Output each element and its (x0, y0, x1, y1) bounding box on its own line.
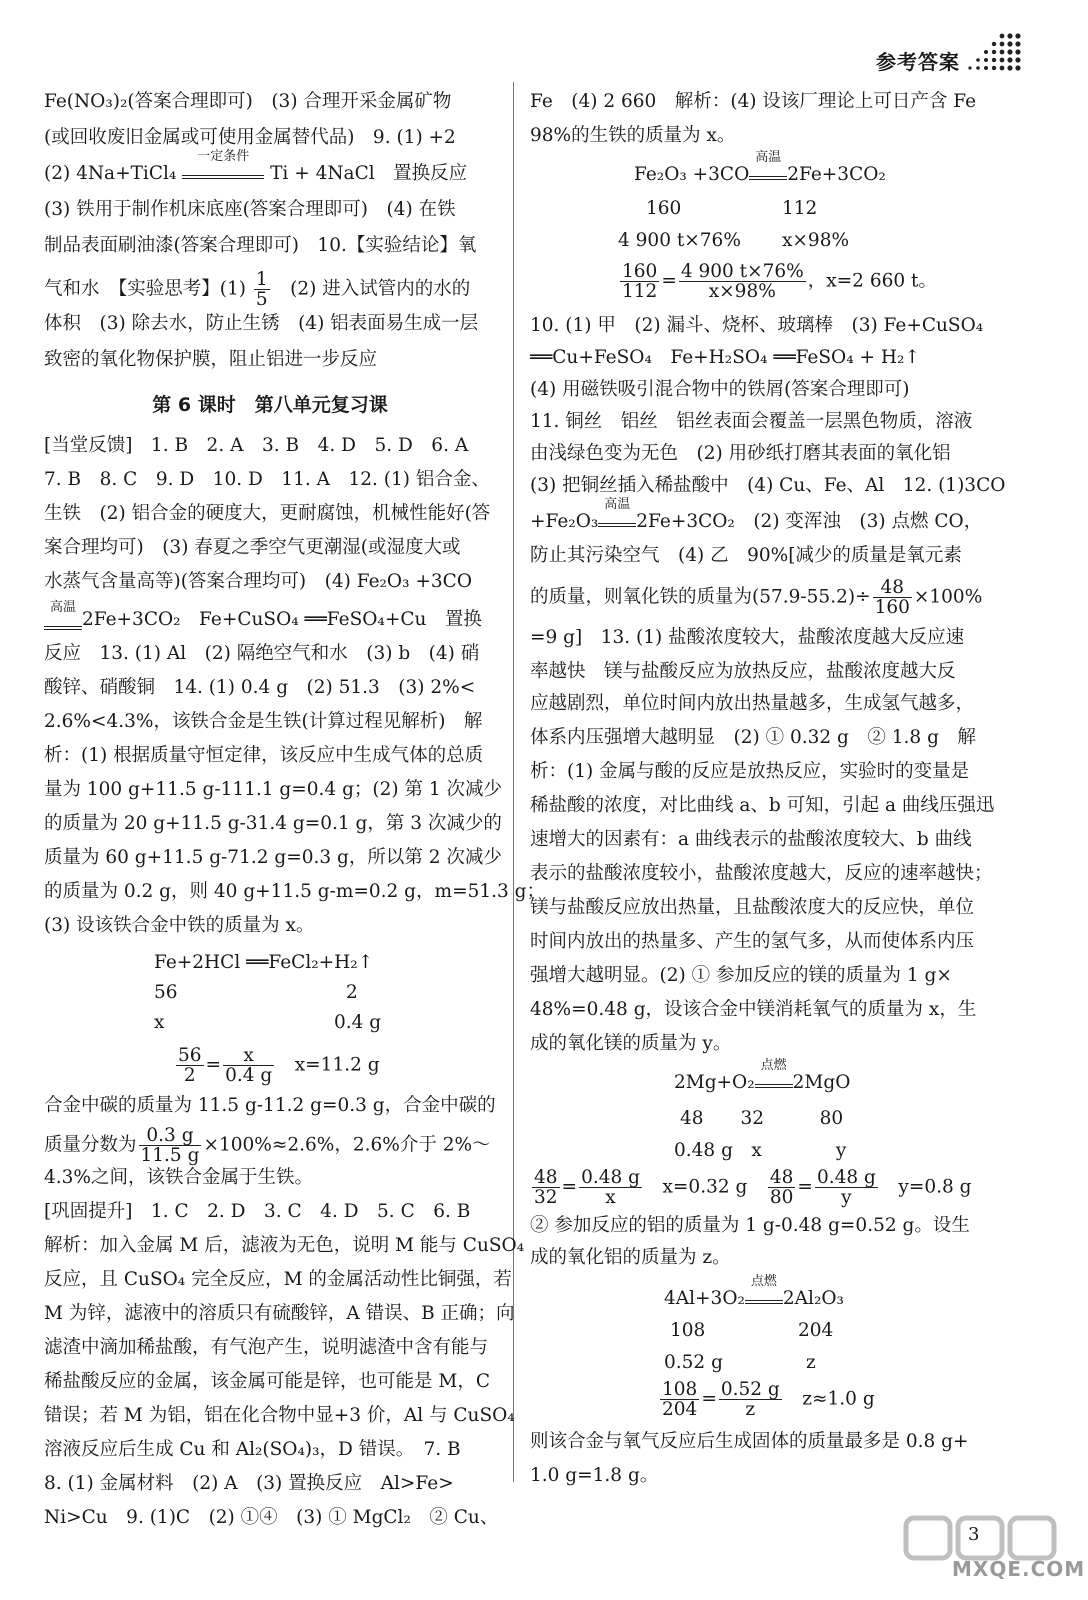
text-line (44, 600, 482, 630)
denominator: 112 (622, 281, 658, 302)
variable: x (154, 1012, 165, 1033)
text-line: 稀盐酸反应的金属，该金属可能是锌，也可能是 M，C (44, 1371, 490, 1392)
ratio-equation: $\frac{56}{2}$ = $\frac{x}{0.4 g}$ x=11.2 g (178, 1045, 380, 1086)
text-line (44, 270, 470, 309)
text-line: 案合理均可) (3) 春夏之季空气更潮湿(或湿度大或 (44, 537, 461, 558)
molar-mass: 2 (346, 982, 358, 1003)
fraction (532, 1168, 560, 1207)
numerator: 0.52 g (720, 1379, 780, 1400)
fraction (873, 578, 912, 617)
denominator: 0.4 g (225, 1065, 273, 1086)
fraction (768, 1168, 796, 1207)
equation-part: 2Fe+3CO₂ (787, 164, 886, 185)
text-part: ×100%≈2.6%，2.6%介于 2%～ (203, 1134, 491, 1156)
reaction-arrow (44, 600, 82, 630)
text-line: 的质量为 0.2 g，则 40 g+11.5 g-m=0.2 g，m=51.3 g； (44, 881, 545, 902)
numerator: 0.48 g (581, 1167, 640, 1188)
reaction-condition: 点燃 (750, 1274, 777, 1289)
text-line: 酸锌、硝酸铜 14. (1) 0.4 g (2) 51.3 (3) 2%< (44, 677, 476, 698)
numerator: 0.48 g (816, 1167, 876, 1188)
text-part: (2) 进入试管内的水的 (271, 278, 471, 300)
reaction-condition: 高温 (604, 497, 631, 512)
equation-part: 2Fe+3CO₂ (2) 变浑浊 (3) 点燃 CO， (636, 511, 983, 532)
text-line: 应越剧烈，单位时间内放出热量越多，生成氢气越多， (530, 693, 975, 714)
chemical-equation (674, 1058, 851, 1093)
text-line: 解析：加入金属 M 后，滤液为无色，说明 M 能与 CuSO₄ (44, 1235, 525, 1256)
fraction (620, 262, 659, 301)
denominator: 204 (662, 1399, 698, 1420)
fraction (176, 1046, 204, 1085)
equation-part: 4Al+3O₂ (664, 1288, 745, 1309)
text-line: 成的氧化铝的质量为 z。 (530, 1247, 731, 1268)
numerator: 1 (255, 269, 268, 290)
column-divider (513, 82, 514, 1482)
chemical-equation: Fe+2HCl ══FeCl₂+H₂↑ (154, 952, 374, 973)
text-line: ══Cu+FeSO₄ Fe+H₂SO₄ ══FeSO₄ + H₂↑ (530, 347, 920, 368)
text-line: 98%的生铁的质量为 x。 (530, 125, 736, 146)
molar-mass-row: 48 32 80 (680, 1108, 844, 1129)
text-line: 体系内压强增大越明显 (2) ① 0.32 g ② 1.8 g 解 (530, 727, 976, 748)
text-line (530, 497, 983, 532)
text-line: 8. (1) 金属材料 (2) A (3) 置换反应 Al>Fe> (44, 1473, 454, 1494)
text-line: 时间内放出的热量多、产生的氢气多，从而使体系内压 (530, 931, 975, 952)
text-line: Fe (4) 2 660 解析：(4) 设该厂理论上可日产含 Fe (530, 91, 977, 112)
text-line (44, 149, 468, 184)
numerator: 56 (178, 1045, 202, 1066)
reaction-condition: 一定条件 (197, 149, 250, 164)
chemical-equation (634, 150, 886, 185)
numerator: 48 (769, 1167, 794, 1188)
ratio-equation: $\frac{48}{32}$ = $\frac{0.48 g}{x}$ x=0.32 g $\frac{48}{80}$ = $\frac{0.48 g}{y}$ y=0.8 g (534, 1167, 972, 1208)
reaction-arrow (598, 497, 636, 527)
quantity: x×98% (782, 230, 850, 251)
equation-part: 2Fe+3CO₂ Fe+CuSO₄ ══FeSO₄+Cu 置换 (82, 609, 482, 630)
denominator: 160 (874, 597, 910, 618)
molar-mass: 204 (798, 1320, 834, 1341)
fraction (223, 1046, 274, 1085)
text-line: 溶液反应后生成 Cu 和 Al₂(SO₄)₃，D 错误。 7. B (44, 1439, 461, 1460)
numerator: 160 (622, 261, 658, 282)
text-line: 反应 13. (1) Al (2) 隔绝空气和水 (3) b (4) 硝 (44, 643, 480, 664)
reaction-arrow (749, 150, 787, 180)
dot-grid-icon (966, 30, 1022, 80)
quantity: 0.52 g (664, 1352, 723, 1373)
text-line: Fe(NO₃)₂(答案合理即可) (3) 合理开采金属矿物 (44, 91, 452, 112)
text-line: (3) 铁用于制作机床底座(答案合理即可) (4) 在铁 (44, 199, 456, 220)
equation-part: 2Al₂O₃ (782, 1288, 844, 1309)
text-line: Ni>Cu 9. (1)C (2) ①④ (3) ① MgCl₂ ② Cu、 (44, 1507, 499, 1528)
text-line: 水蒸气含量高等)(答案合理均可) (4) Fe₂O₃ +3CO (44, 571, 472, 592)
text-line: 滤渣中滴加稀盐酸，有气泡产生，说明滤渣中含有能与 (44, 1337, 489, 1358)
text-line: =9 g] 13. (1) 盐酸浓度较大，盐酸浓度越大反应速 (530, 627, 965, 648)
molar-mass: 108 (670, 1320, 706, 1341)
chemical-equation (664, 1274, 844, 1309)
numerator: 4 900 t×76% (680, 261, 804, 282)
page-number: 3 (968, 1524, 980, 1545)
equation-part: 2MgO (792, 1072, 851, 1093)
denominator: x (605, 1187, 616, 1208)
denominator: 11.5 g (140, 1145, 200, 1166)
text-line: 2.6%<4.3%，该铁合金是生铁(计算过程见解析) 解 (44, 711, 483, 732)
text-part: 的质量，则氧化铁的质量为(57.9-55.2)÷ (530, 586, 871, 608)
text-line: 则该合金与氧气反应后生成固体的质量最多是 0.8 g+ (530, 1431, 969, 1452)
text-line: 表示的盐酸浓度较小，盐酸浓度越大，反应的速率越快； (530, 863, 993, 884)
text-line (44, 1126, 491, 1165)
denominator: 5 (255, 289, 268, 310)
ratio-equation: $\frac{108}{204}$ = $\frac{0.52 g}{z}$ z≈1.0 g (662, 1379, 875, 1420)
text-line: 质量为 60 g+11.5 g-71.2 g=0.3 g，所以第 2 次减少 (44, 847, 502, 868)
molar-mass: 112 (782, 198, 818, 219)
numerator: 48 (534, 1167, 558, 1188)
result: x=0.32 g (662, 1176, 748, 1198)
text-line: 4.3%之间，该铁合金属于生铁。 (44, 1167, 314, 1188)
equation-part: Fe₂O₃ +3CO (634, 164, 750, 185)
fraction (815, 1168, 878, 1207)
text-line: 稀盐酸的浓度，对比曲线 a、b 可知，引起 a 曲线压强迅 (530, 795, 995, 816)
text-line: 错误；若 M 为铝，铝在化合物中显+3 价，Al 与 CuSO₄ (44, 1405, 515, 1426)
watermark-text: MXQE.COM (952, 1557, 1086, 1581)
molar-mass: 160 (646, 198, 682, 219)
denominator: y (841, 1187, 852, 1208)
text-line: 体积 (3) 除去水，防止生锈 (4) 铝表面易生成一层 (44, 313, 479, 334)
denominator: z (745, 1399, 756, 1420)
text-line: 1.0 g=1.8 g。 (530, 1465, 659, 1486)
text-line: 镁与盐酸反应放出热量，且盐酸浓度大的反应快，单位 (530, 897, 975, 918)
reaction-condition: 高温 (755, 150, 782, 165)
text-line: [巩固提升] 1. C 2. D 3. C 4. D 5. C 6. B (44, 1201, 471, 1222)
result: ，x=2 660 t。 (807, 270, 937, 292)
fraction (139, 1126, 202, 1165)
fraction (719, 1380, 782, 1419)
text-line: (3) 设该铁合金中铁的质量为 x。 (44, 915, 315, 936)
text-line: 量为 100 g+11.5 g-111.1 g=0.4 g；(2) 第 1 次减少 (44, 779, 503, 800)
text-line: [当堂反馈] 1. B 2. A 3. B 4. D 5. D 6. A (44, 435, 469, 456)
text-line: M 为锌，滤液中的溶质只有硫酸锌，A 错误、B 正确；向 (44, 1303, 515, 1324)
text-line (530, 578, 982, 617)
numerator: 48 (873, 578, 912, 598)
equation-part: +Fe₂O₃ (530, 511, 599, 532)
denominator: 32 (534, 1187, 558, 1208)
denominator: 80 (769, 1187, 794, 1208)
denominator: x×98% (708, 281, 776, 302)
text-part: ×100% (913, 586, 983, 608)
fraction (679, 262, 806, 301)
text-line: 防止其污染空气 (4) 乙 90%[减少的质量是氧元素 (530, 545, 962, 566)
reaction-arrow (755, 1058, 793, 1088)
result: y=0.8 g (898, 1176, 972, 1198)
text-line: 7. B 8. C 9. D 10. D 11. A 12. (1) 铝合金、 (44, 469, 490, 490)
text-line: 率越快 镁与盐酸反应为放热反应，盐酸浓度越大反 (530, 661, 956, 682)
text-line: 11. 铜丝 铝丝 铝丝表面会覆盖一层黑色物质，溶液 (530, 411, 973, 432)
fraction (660, 1380, 699, 1419)
quantity: 4 900 t×76% (618, 230, 741, 251)
section-title: 第 6 课时 第八单元复习课 (152, 394, 388, 416)
text-line: 致密的氧化物保护膜，阻止铝进一步反应 (44, 349, 378, 370)
text-line: 由浅绿色变为无色 (2) 用砂纸打磨其表面的氧化铝 (530, 443, 951, 464)
text-part: 气和水 【实验思考】(1) (44, 278, 252, 300)
fraction (579, 1168, 642, 1207)
text-line: 生铁 (2) 铝合金的硬度大，更耐腐蚀，机械性能好(答 (44, 503, 491, 524)
text-part: 质量分数为 (44, 1134, 137, 1156)
quantity: 0.4 g (334, 1012, 382, 1033)
equation-part: 2Mg+O₂ (674, 1072, 755, 1093)
numerator: 0.3 g (139, 1126, 202, 1146)
text-line: 合金中碳的质量为 11.5 g-11.2 g=0.3 g，合金中碳的 (44, 1095, 496, 1116)
text-line: 的质量为 20 g+11.5 g-31.4 g=0.1 g，第 3 次减少的 (44, 813, 502, 834)
header-title: 参考答案 (876, 50, 960, 74)
ratio-equation: $\frac{160}{112}$ = $\frac{4 900 t\times 76\%}{x\times 98\%}$ ，x=2 660 t。 (622, 261, 937, 302)
denominator: 2 (183, 1065, 196, 1086)
fraction (254, 270, 270, 309)
text-line: 反应，且 CuSO₄ 完全反应，M 的金属活动性比铜强，若 (44, 1269, 512, 1290)
text-line: 制品表面刷油漆(答案合理即可) 10.【实验结论】氧 (44, 235, 477, 256)
result: z≈1.0 g (802, 1388, 875, 1410)
text-line: (或回收废旧金属或可使用金属替代品) 9. (1) +2 (44, 127, 456, 148)
numerator: x (223, 1046, 274, 1066)
result: x=11.2 g (294, 1054, 380, 1076)
text-line: 析：(1) 根据质量守恒定律，该反应中生成气体的总质 (44, 745, 484, 766)
quantity-row: 0.48 g x y (674, 1140, 847, 1161)
numerator: 108 (662, 1379, 698, 1400)
text-line: (3) 把铜丝插入稀盐酸中 (4) Cu、Fe、Al 12. (1)3CO (530, 475, 1006, 496)
text-line: 析：(1) 金属与酸的反应是放热反应，实验时的变量是 (530, 761, 970, 782)
text-line: 10. (1) 甲 (2) 漏斗、烧杯、玻璃棒 (3) Fe+CuSO₄ (530, 315, 984, 336)
text-line: 48%=0.48 g，设该合金中镁消耗氧气的质量为 x，生 (530, 999, 977, 1020)
text-line: 速增大的因素有：a 曲线表示的盐酸浓度较大、b 曲线 (530, 829, 972, 850)
equation-part: (2) 4Na+TiCl₄ (44, 163, 183, 184)
reaction-arrow (182, 149, 264, 179)
text-line: (4) 用磁铁吸引混合物中的铁屑(答案合理即可) (530, 379, 910, 400)
reaction-condition: 高温 (49, 600, 76, 615)
text-line: ② 参加反应的铝的质量为 1 g-0.48 g=0.52 g。设生 (530, 1215, 970, 1236)
text-line: 成的氧化镁的质量为 y。 (530, 1033, 732, 1054)
reaction-arrow (745, 1274, 783, 1304)
reaction-condition: 点燃 (760, 1058, 787, 1073)
variable: z (806, 1352, 816, 1373)
molar-mass: 56 (154, 982, 178, 1003)
text-line: 强增大越明显。(2) ① 参加反应的镁的质量为 1 g× (530, 965, 952, 986)
equation-part: Ti + 4NaCl 置换反应 (264, 163, 468, 184)
